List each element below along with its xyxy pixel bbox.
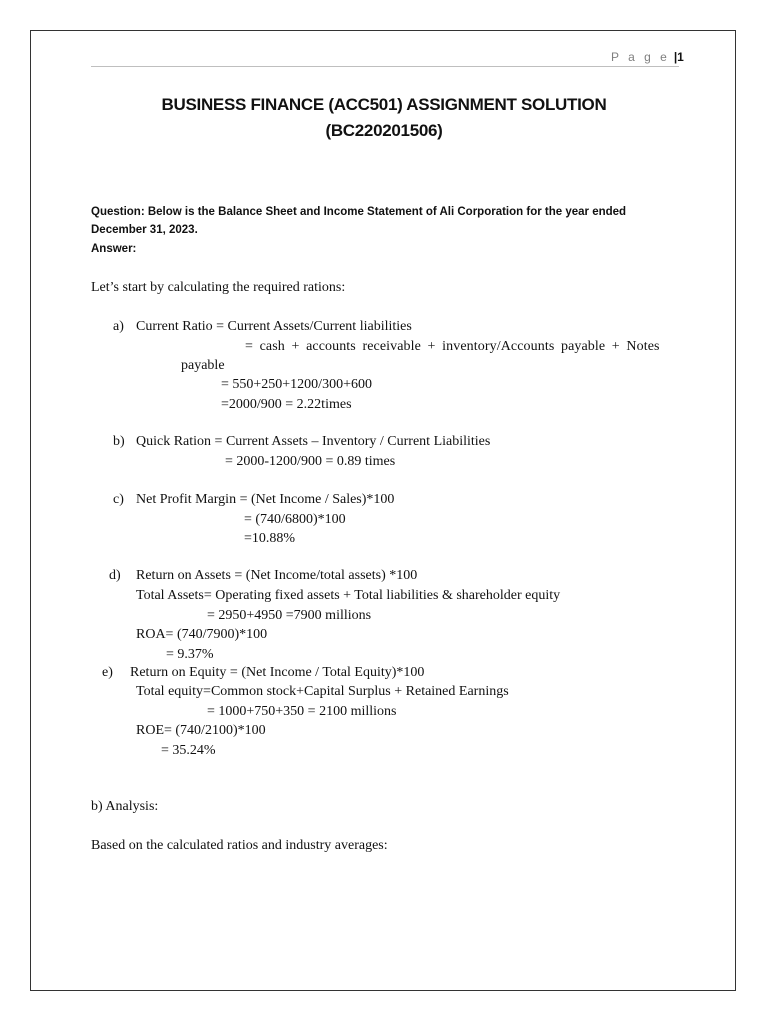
analysis-heading: b) Analysis:	[91, 799, 159, 814]
document-title: BUSINESS FINANCE (ACC501) ASSIGNMENT SOLUTION	[161, 95, 607, 114]
quick-ratio-formula: Quick Ration = Current Assets – Inventory / Current Liabilities	[136, 434, 491, 449]
answer-label: Answer:	[91, 243, 137, 255]
page-label: P a g e	[611, 50, 670, 64]
roe-calculation: ROE= (740/2100)*100	[136, 723, 266, 738]
current-ratio-values: = 550+250+1200/300+600	[221, 377, 372, 392]
roe-formula: Return on Equity = (Net Income / Total Equity)*100	[130, 665, 425, 680]
question-text-line2: December 31, 2023.	[91, 224, 198, 236]
header-rule	[91, 66, 679, 67]
question-text-line1: Question: Below is the Balance Sheet and Income Statement of Ali Corporation for the year ended	[91, 206, 627, 218]
current-ratio-formula: Current Ratio = Current Assets/Current liabilities	[136, 319, 412, 334]
current-ratio-expansion: = cash + accounts receivable + inventory/Accounts payable + Notes	[245, 339, 660, 354]
item-d-marker: d)	[109, 568, 121, 583]
item-b-marker: b)	[113, 434, 125, 449]
item-e-marker: e)	[102, 665, 113, 680]
page-number: 1	[677, 50, 684, 64]
item-c-marker: c)	[113, 492, 124, 507]
net-profit-margin-values: = (740/6800)*100	[244, 512, 346, 527]
net-profit-margin-result: =10.88%	[244, 531, 296, 546]
roa-calculation: ROA= (740/7900)*100	[136, 627, 268, 642]
intro-text: Let’s start by calculating the required rations:	[91, 280, 346, 295]
item-a-marker: a)	[113, 319, 124, 334]
page-header	[611, 48, 684, 66]
total-equity-value: = 1000+750+350 = 2100 millions	[207, 704, 397, 719]
current-ratio-expansion-cont: payable	[181, 358, 225, 373]
quick-ratio-result: = 2000-1200/900 = 0.89 times	[225, 454, 396, 469]
roa-formula: Return on Assets = (Net Income/total assets) *100	[136, 568, 418, 583]
total-assets-formula: Total Assets= Operating fixed assets + Total liabilities & shareholder equity	[136, 588, 561, 603]
student-id: (BC220201506)	[325, 121, 443, 140]
roa-result: = 9.37%	[166, 647, 214, 662]
roe-result: = 35.24%	[161, 743, 216, 758]
total-equity-formula: Total equity=Common stock+Capital Surplus + Retained Earnings	[136, 684, 509, 699]
document-page	[30, 30, 736, 991]
total-assets-value: = 2950+4950 =7900 millions	[207, 608, 372, 623]
current-ratio-result: =2000/900 = 2.22times	[221, 397, 352, 412]
analysis-intro: Based on the calculated ratios and industry averages:	[91, 838, 388, 853]
net-profit-margin-formula: Net Profit Margin = (Net Income / Sales)*100	[136, 492, 395, 507]
page-separator: |	[673, 50, 678, 64]
